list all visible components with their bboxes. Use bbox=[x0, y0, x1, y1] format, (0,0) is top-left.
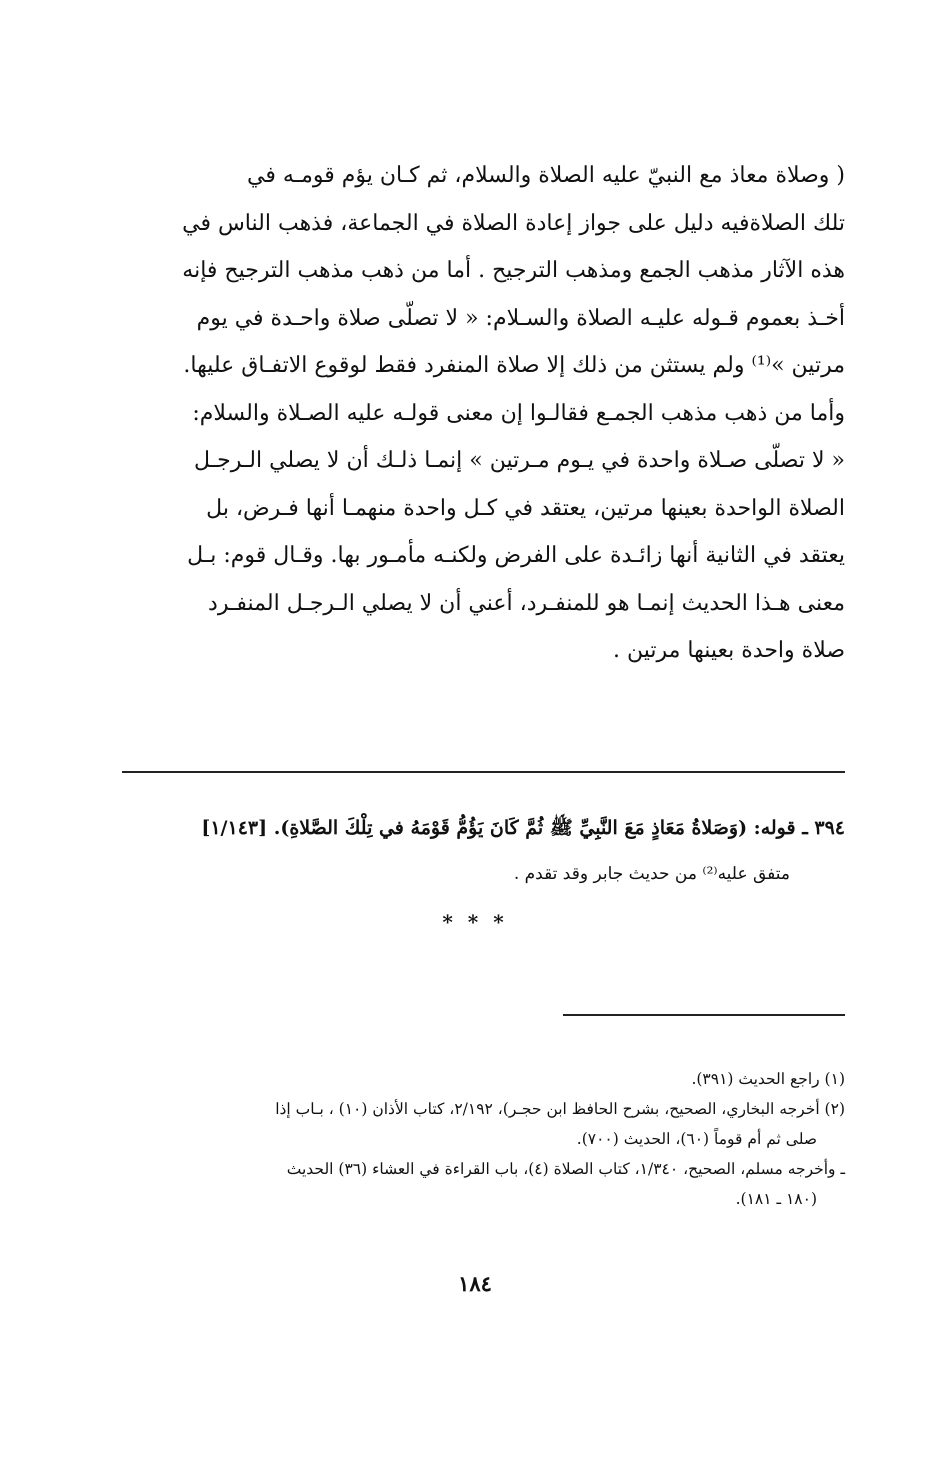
main-text-line: « لا تصلّى صـلاة واحدة في يـوم مـرتين » إنمـا ذلـك أن لا يصلي الـرجـل bbox=[194, 448, 845, 473]
footnote-line: (١) راجع الحديث (٣٩١). bbox=[691, 1070, 845, 1088]
commentary-heading: ٣٩٤ ـ قوله: (وَصَلاةُ مَعَاذٍ مَعَ النَّبِيِّ ﷺ ثُمَّ كَانَ يَؤُمُّ قَوْمَهُ في تِلْكَ الصَّلاةِ). [١/١٤٣] bbox=[201, 817, 845, 839]
main-text-line: مرتين »⁽¹⁾ ولم يستثن من ذلك إلا صلاة المنفرد فقط لوقوع الاتفـاق عليها. bbox=[183, 353, 845, 378]
footnote-line: (١٨٠ ـ ١٨١). bbox=[735, 1190, 817, 1208]
main-text-line: معنى هـذا الحديث إنمـا هو للمنفـرد، أعني أن لا يصلي الـرجـل المنفـرد bbox=[208, 590, 845, 616]
main-text-line: أخـذ بعموم قـوله عليـه الصلاة والسـلام: « لا تصلّى صلاة واحـدة في يوم bbox=[196, 305, 845, 331]
footnote-line: (٢) أخرجه البخاري، الصحيح، بشرح الحافظ ابن حجـر)، ٢/١٩٢، كتاب الأذان (١٠) ، بـاب إذا bbox=[275, 1100, 845, 1118]
commentary-body: متفق عليه⁽²⁾ من حديث جابر وقد تقدم . bbox=[513, 864, 790, 884]
footnote-divider bbox=[563, 1014, 845, 1016]
footnote-line: ـ وأخرجه مسلم، الصحيح، ١/٣٤٠، كتاب الصلاة (٤)، باب القراءة في العشاء (٣٦) الحديث bbox=[286, 1160, 845, 1178]
footnote-line: صلى ثم أم قوماً (٦٠)، الحديث (٧٠٠). bbox=[576, 1130, 817, 1148]
footnotes-block bbox=[120, 1064, 845, 1214]
main-text-line: الصلاة الواحدة بعينها مرتين، يعتقد في كـل واحدة منهمـا أنها فـرض، بل bbox=[206, 495, 845, 521]
commentary-block bbox=[122, 805, 845, 897]
main-text-line: وأما من ذهب مذهب الجمـع فقالـوا إن معنى قولـه عليه الصـلاة والسلام: bbox=[192, 400, 845, 426]
main-text-line: تلك الصلاةفيه دليل على جواز إعادة الصلاة في الجماعة، فذهب الناس في bbox=[182, 210, 845, 236]
main-text-line: يعتقد في الثانية أنها زائـدة على الفرض ولكنـه مأمـور بها. وقـال قوم: بـل bbox=[187, 543, 845, 568]
asterism-separator: * * * bbox=[442, 910, 508, 934]
main-text-line: هذه الآثار مذهب الجمع ومذهب الترجيح . أما من ذهب مذهب الترجيح فإنه bbox=[182, 258, 845, 283]
main-text-line: صلاة واحدة بعينها مرتين . bbox=[613, 638, 845, 663]
page-number: ١٨٤ bbox=[458, 1271, 492, 1296]
main-text-line: ( وصلاة معاذ مع النبيّ عليه الصلاة والسلام، ثم كـان يؤم قومـه في bbox=[247, 163, 845, 188]
section-divider bbox=[122, 771, 845, 773]
main-text-block bbox=[120, 152, 845, 675]
